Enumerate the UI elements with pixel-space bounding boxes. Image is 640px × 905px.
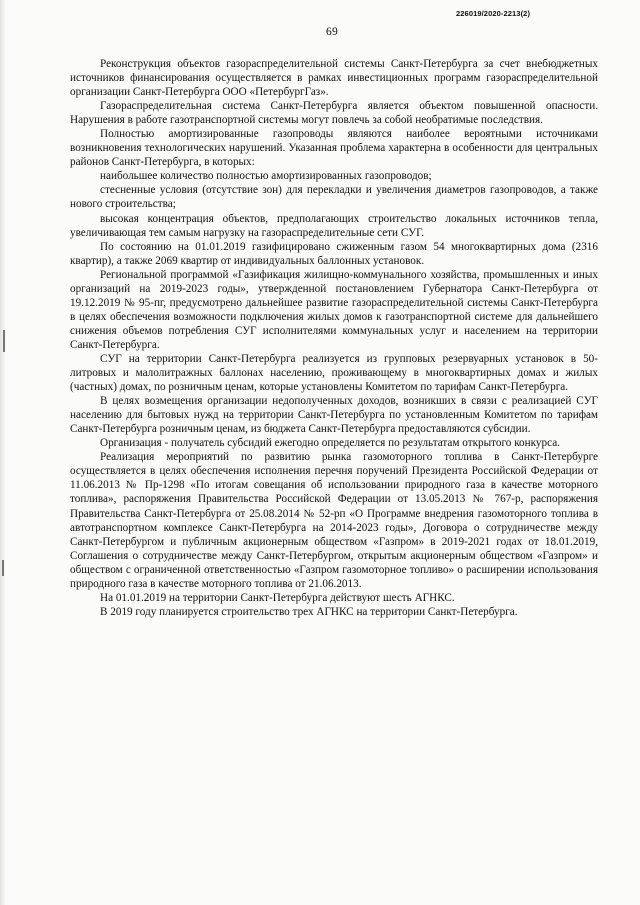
document-body xyxy=(70,57,598,619)
paragraph: Реализация мероприятий по развитию рынка газомоторного топлива в Санкт-Петербурге осуществляется в целях обеспечения исполнения перечня поручений Президента Российской Федерации от 11.06.2013 № Пр-1298 «По итогам совещания об использовании природного газа в качестве моторного топлива», распоряжения Правительства Российской Федерации от 13.05.2013 № 767-р, распоряжения Правительства Санкт-Петербурга от 25.08.2014 № 52-рп «О Программе внедрения газомоторного топлива в автотранспортном комплексе Санкт-Петербурга на 2014-2023 годы», Договора о сотрудничестве между Санкт-Петербургом и публичным акционерным обществом «Газпром» в 2019-2021 годах от 18.01.2019, Соглашения о сотрудничестве между Санкт-Петербургом, открытым акционерным обществом «Газпром» и обществом с ограниченной ответственностью «Газпром газомоторное топливо» о расширении использования природного газа в качестве моторного топлива от 21.06.2013. xyxy=(70,451,598,590)
scan-artifact xyxy=(3,330,5,352)
scan-edge-shadow xyxy=(0,0,6,905)
list-item: наибольшее количество полностью амортизированных газопроводов; xyxy=(100,170,432,183)
paragraph: В 2019 году планируется строительство трех АГНКС на территории Санкт-Петербурга. xyxy=(100,605,518,618)
paragraph: СУГ на территории Санкт-Петербурга реализуется из групповых резервуарных установок в 50-литровых и малолитражных баллонах населению, проживающему в многоквартирных домах и жилых (частных) домах, по розничным ценам, которые установлены Комитетом по тарифам Санкт-Петербурга. xyxy=(70,352,598,394)
paragraph: Организация - получатель субсидий ежегодно определяется по результатам открытого конкурса. xyxy=(100,437,560,450)
paragraph: Реконструкция объектов газораспределительной системы Санкт-Петербурга за счет внебюджетных источников финансирования осуществляется в рамках инвестиционных программ газораспределительной организации Санкт-Петербурга ООО «ПетербургГаз». xyxy=(70,58,598,99)
paragraph: Газораспределительная система Санкт-Петербурга является объектом повышенной опасности. Нарушения в работе газотранспортной системы могут повлечь за собой необратимые последствия. xyxy=(70,100,598,127)
scan-artifact xyxy=(2,560,4,576)
paragraph: Полностью амортизированные газопроводы являются наиболее вероятными источниками возникновения технологических нарушений. Указанная проблема характерна в особенности для центральных районов Санкт-Петербурга, в которых: xyxy=(70,128,598,169)
paragraph: По состоянию на 01.01.2019 газифицировано сжиженным газом 54 многоквартирных дома (2316 квартир), а также 2069 квартир от индивидуальных баллонных установок. xyxy=(70,240,598,267)
list-item: стесненные условия (отсутствие зон) для перекладки и увеличения диаметров газопроводов, а также нового строительства; xyxy=(70,184,598,211)
paragraph: В целях возмещения организации недополученных доходов, возникших в связи с реализацией СУГ населению для бытовых нужд на территории Санкт-Петербурга по установленным Комитетом по тарифам Санкт-Петербурга розничным ценам, из бюджета Санкт-Петербурга предоставляются субсидии. xyxy=(70,395,598,436)
page-number: 69 xyxy=(326,26,338,38)
document-code: 226019/2020-2213(2) xyxy=(456,9,531,18)
list-item: высокая концентрация объектов, предполагающих строительство локальных источников тепла, увеличивающая тем самым нагрузку на газораспределительные сети СУГ. xyxy=(70,212,598,239)
paragraph: Региональной программой «Газификация жилищно-коммунального хозяйства, промышленных и иных организаций на 2019-2023 годы», утвержденной постановлением Губернатора Санкт-Петербурга от 19.12.2019 № 95-пг, предусмотрено дальнейшее развитие газораспределительной системы Санкт-Петербурга в целях обеспечения возможности подключения жилых домов к газотранспортной системе для дальнейшего снижения объемов потребления СУГ исполнителями коммунальных услуг и населением на территории Санкт-Петербурга. xyxy=(70,268,598,351)
paragraph: На 01.01.2019 на территории Санкт-Петербурга действуют шесть АГНКС. xyxy=(100,591,455,604)
